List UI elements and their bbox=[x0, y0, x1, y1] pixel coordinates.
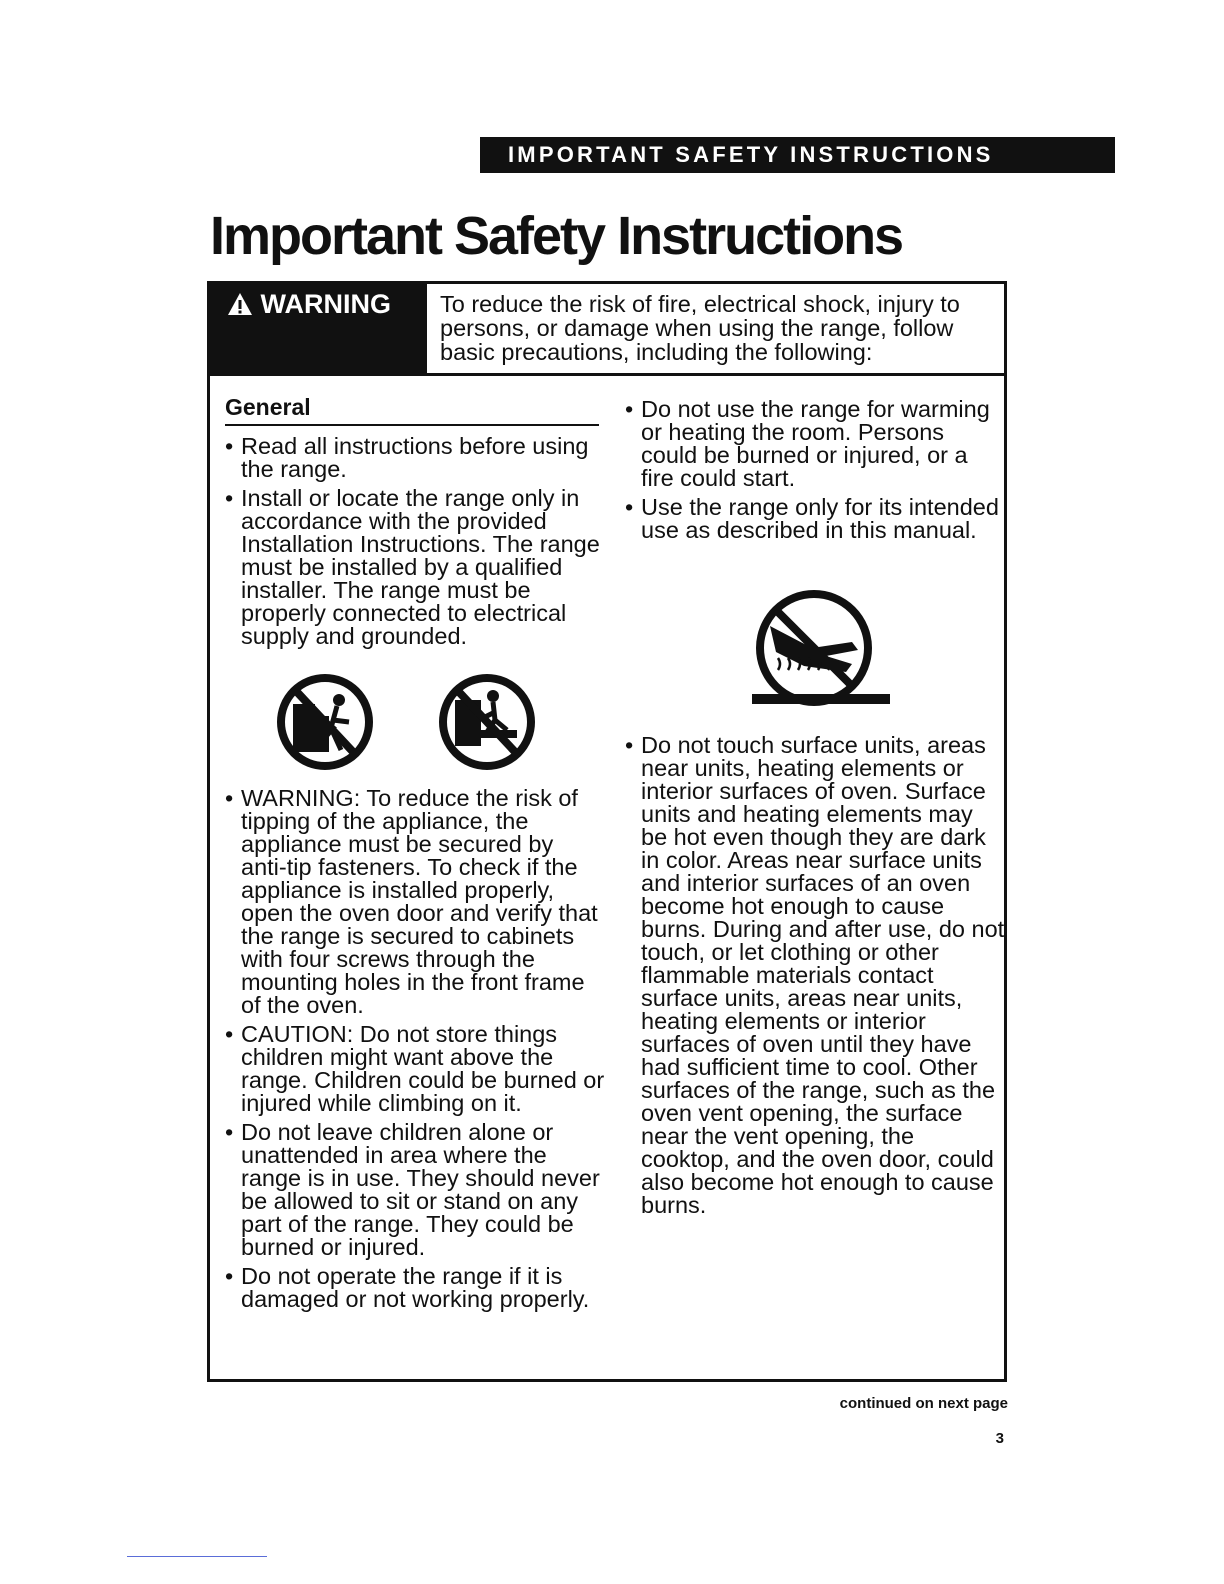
section-heading-rule bbox=[225, 424, 599, 426]
warning-label-text: WARNING bbox=[260, 289, 392, 319]
warning-label bbox=[207, 281, 427, 376]
page-edge-mark bbox=[127, 1556, 267, 1557]
list-item: • Do not use the range for warming or heating the room. Persons could be burned or injured, or a fire could start. bbox=[625, 398, 1005, 490]
right-list-top bbox=[625, 398, 1005, 548]
no-touch-hot-surface-icon bbox=[742, 590, 892, 720]
continued-note: continued on next page bbox=[839, 1395, 1008, 1412]
list-item: • CAUTION: Do not store things children might want above the range. Children could be burned or injured while climbing on it. bbox=[225, 1023, 605, 1115]
list-item: • Install or locate the range only in accordance with the provided Installation Instructions. The range must be installed by a qualified installer. The range must be properly connected to electrical supply and grounded. bbox=[225, 487, 605, 648]
warning-triangle-icon bbox=[227, 289, 261, 319]
warning-text: To reduce the risk of fire, electrical shock, injury to persons, or damage when using the range, follow basic precautions, including the following: bbox=[440, 291, 960, 365]
general-list-top bbox=[225, 435, 605, 654]
list-item: • Do not operate the range if it is damaged or not working properly. bbox=[225, 1265, 605, 1311]
list-item: • Do not touch surface units, areas near units, heating elements or interior surfaces of oven. Surface units and heating elements may be hot even though they are dark in color. Areas near surface units and interior surfaces of an oven become hot enough to cause burns. During and after use, do not touch, or let clothing or other flammable materials contact surface units, areas near units, heating elements or interior surfaces of oven until they have had sufficient time to cool. Other surfaces of the range, such as the oven vent opening, the surface near the vent opening, the cooktop, and the oven door, could also become hot enough to cause burns. bbox=[625, 734, 1005, 1217]
list-item: • WARNING: To reduce the risk of tipping of the appliance, the appliance must be secured by anti-tip fasteners. To check if the appliance is installed properly, open the oven door and verify that the range is secured to cabinets with four screws through the mounting holes in the front frame of the oven. bbox=[225, 787, 605, 1017]
section-banner: IMPORTANT SAFETY INSTRUCTIONS bbox=[480, 137, 1115, 173]
list-item: • Do not leave children alone or unattended in area where the range is in use. They should never be allowed to sit or stand on any part of the range. They could be burned or injured. bbox=[225, 1121, 605, 1259]
warning-divider bbox=[427, 373, 1007, 376]
list-item: • Use the range only for its intended use as described in this manual. bbox=[625, 496, 1005, 542]
page-number: 3 bbox=[995, 1430, 1004, 1447]
no-standing-on-door-icon bbox=[437, 670, 537, 787]
general-list-bottom bbox=[225, 787, 605, 1317]
section-heading-general: General bbox=[225, 394, 311, 420]
right-list-bottom bbox=[625, 734, 1005, 1223]
list-item: • Read all instructions before using the range. bbox=[225, 435, 605, 481]
page-title: Important Safety Instructions bbox=[210, 206, 903, 266]
no-climbing-icon bbox=[275, 670, 375, 787]
